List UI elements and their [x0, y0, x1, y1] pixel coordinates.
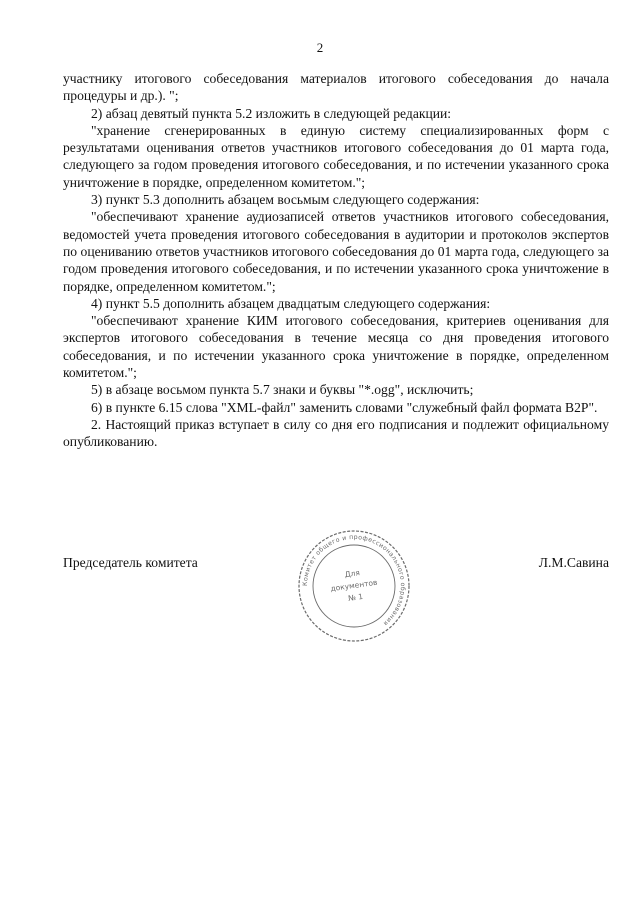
stamp-center-line-2: документов: [329, 577, 378, 594]
paragraph-item-4-quote: "обеспечивают хранение КИМ итогового собеседования, критериев оценивания для экспертов итогового собеседования в течение месяца со дня проведения итогового собеседования, и по истечении указанного срока уничтожение в порядке, определенном комитетом.";: [63, 313, 609, 381]
paragraph-item-3: 3) пункт 5.3 дополнить абзацем восьмым следующего содержания:: [91, 192, 480, 208]
document-body: [63, 70, 609, 451]
paragraph-item-4: 4) пункт 5.5 дополнить абзацем двадцатым следующего содержания:: [91, 295, 491, 311]
paragraph-item-2-quote: "хранение сгенерированных в единую систему специализированных форм с результатами оценивания ответов участников итогового собеседования до 01 марта года, следующего за годом проведения итогового собеседования, и по истечении указанного срока уничтожение в порядке, определенном комитетом.";: [63, 122, 609, 190]
signatory-name: Л.М.Савина: [538, 555, 609, 570]
stamp-ring-text: Комитет общего и профессионального образования: [301, 533, 407, 627]
paragraph-continuation: участнику итогового собеседования материалов итогового собеседования до начала процедуры и др.). ";: [63, 71, 609, 104]
page-number: 2: [316, 40, 324, 55]
paragraph-item-6: 6) в пункте 6.15 слова "XML-файл" заменить словами "служебный файл формата B2P".: [91, 399, 598, 415]
stamp-center-line-3: № 1: [347, 591, 364, 603]
official-stamp: [296, 528, 412, 644]
paragraph-item-3-quote: "обеспечивают хранение аудиозаписей ответов участников итогового собеседования, ведомостей учета проведения итогового собеседования в аудитории и протоколов экспертов по оцениванию ответов участников итогового собеседования до 01 марта года, следующего за годом проведения итогового собеседования, и по истечении указанного срока уничтожение в порядке, определенном комитетом.";: [63, 209, 609, 294]
paragraph-clause-2: 2. Настоящий приказ вступает в силу со дня его подписания и подлежит официальному опубликованию.: [63, 416, 609, 450]
paragraph-item-2: 2) абзац девятый пункта 5.2 изложить в следующей редакции:: [91, 105, 452, 121]
signatory-title: Председатель комитета: [63, 555, 198, 570]
stamp-center-line-1: Для: [344, 568, 361, 580]
paragraph-item-5: 5) в абзаце восьмом пункта 5.7 знаки и буквы "*.ogg", исключить;: [91, 382, 474, 398]
